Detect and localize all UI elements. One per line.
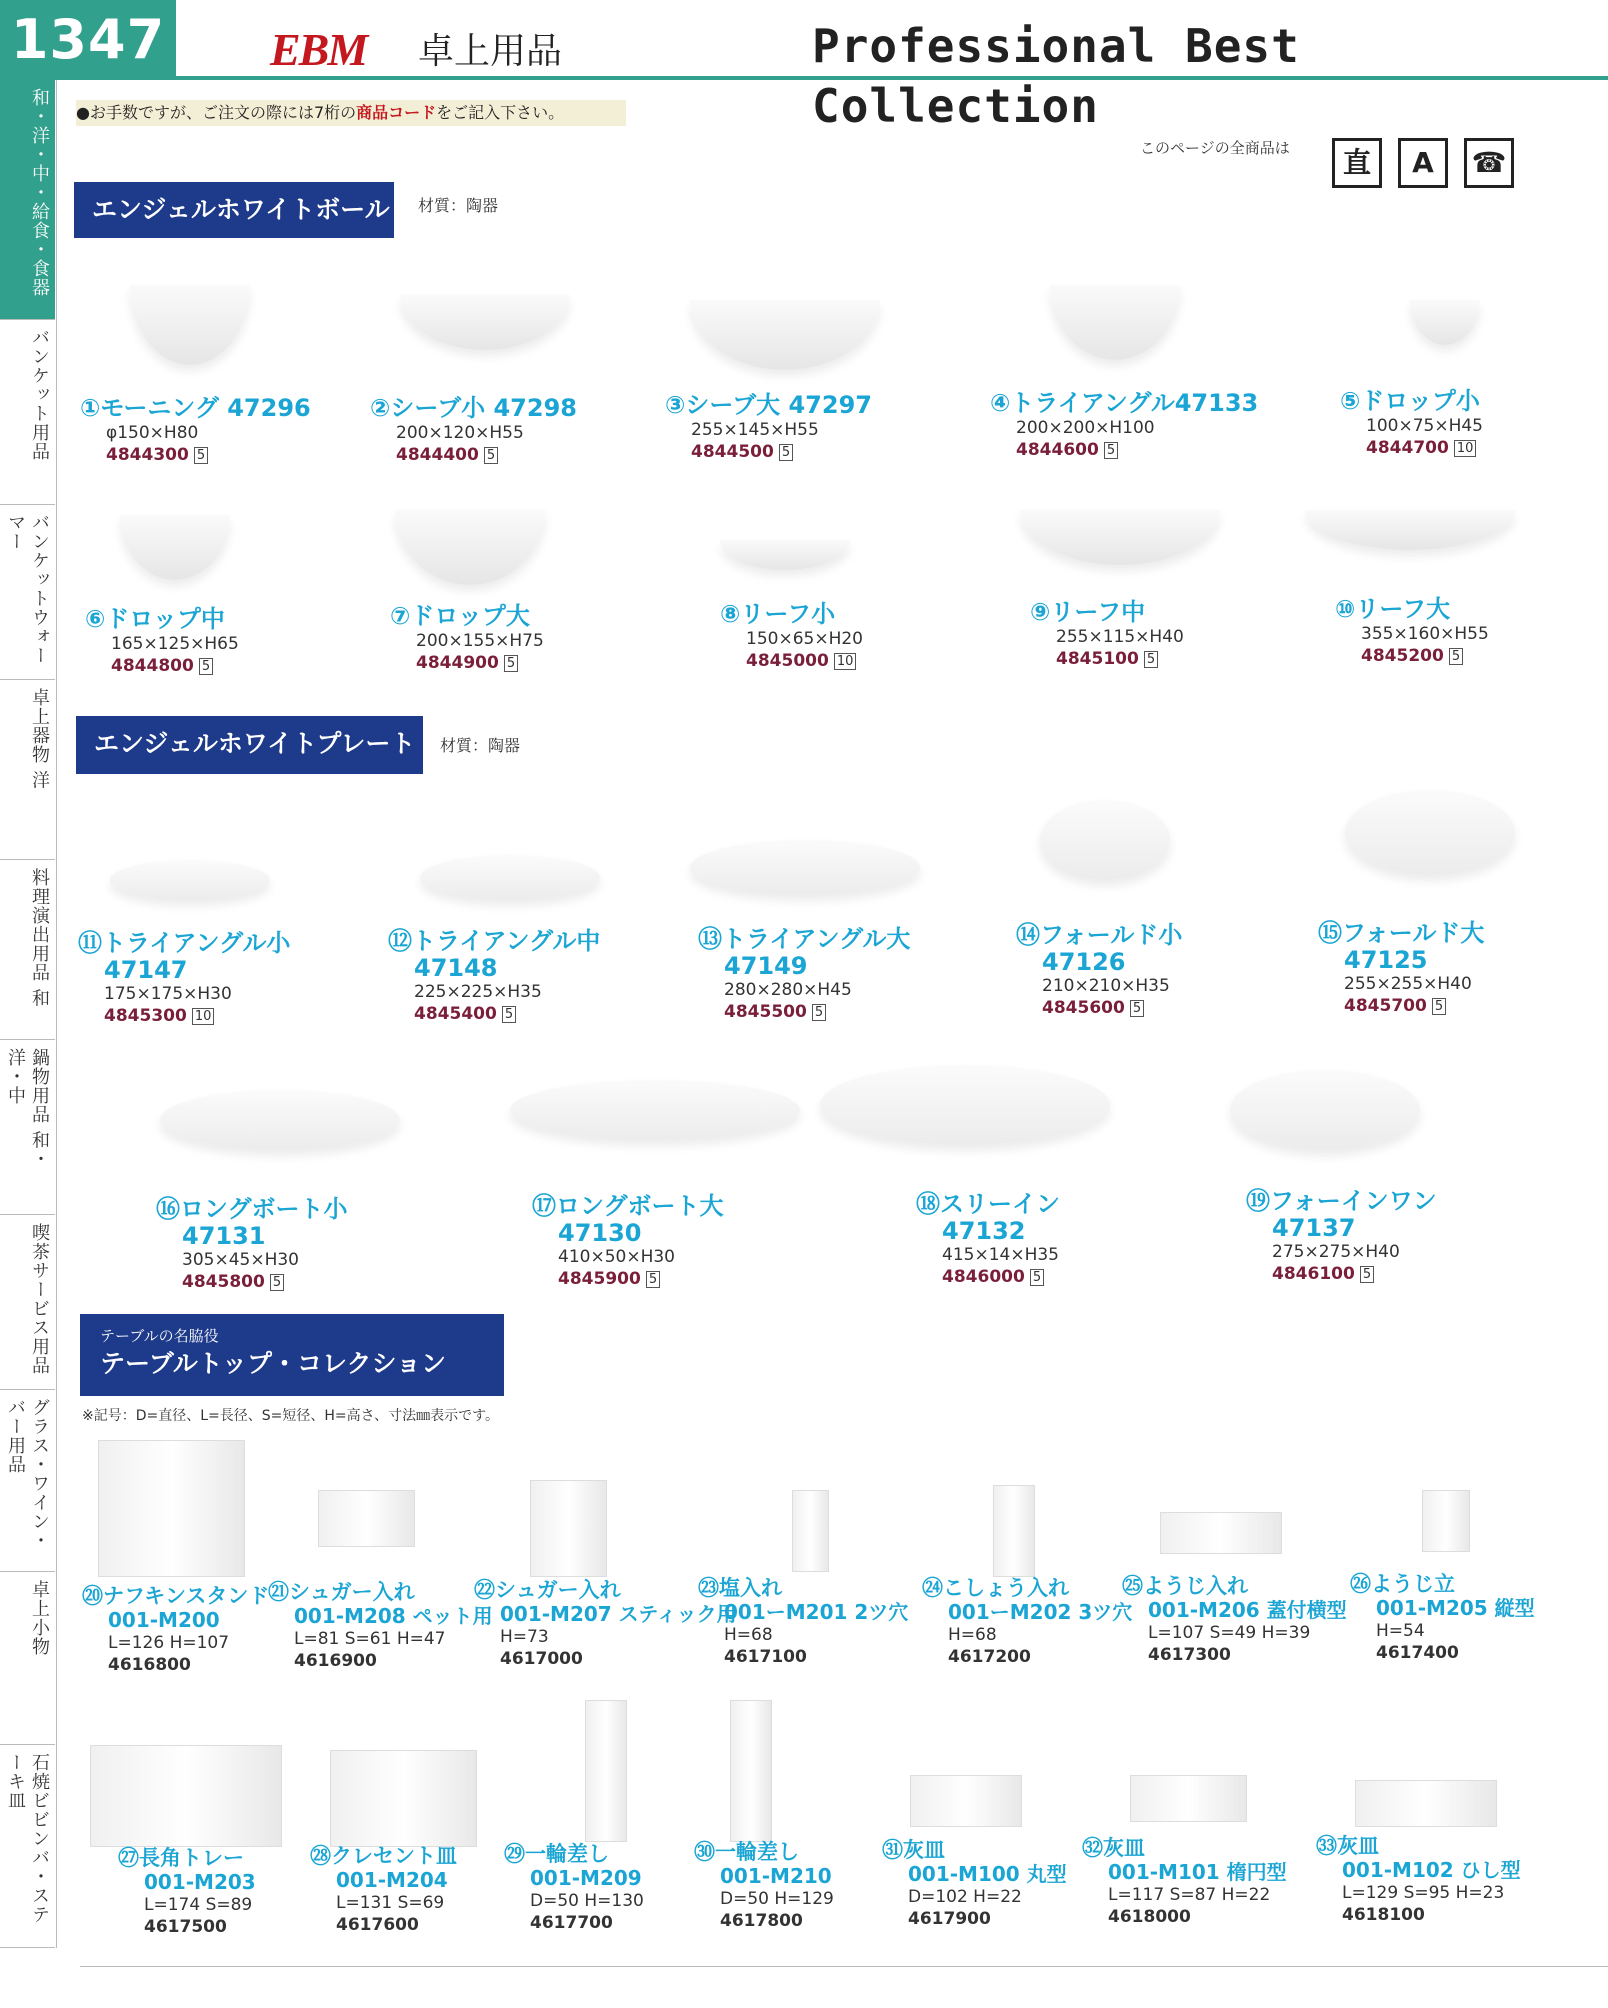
- sidebar-tab[interactable]: 石焼ビビンバ・ステーキ皿: [0, 1745, 55, 1948]
- product-item: [990, 390, 1270, 461]
- product-name: ㉓塩入れ: [698, 1576, 782, 1600]
- product-image: [120, 515, 230, 580]
- product-name: ㉑シュガー入れ: [268, 1580, 415, 1604]
- sidebar-tab[interactable]: 料理演出用品 和: [0, 860, 55, 1040]
- series-title: Professional Best Collection: [812, 19, 1300, 133]
- product-dimensions: 210×210×H35: [1042, 976, 1170, 996]
- product-image: [820, 1065, 1110, 1145]
- product-model: 001-M100 丸型: [908, 1862, 1067, 1886]
- product-image: [910, 1775, 1022, 1827]
- sidebar-tab[interactable]: 和・洋・中・給食・食器: [0, 80, 55, 320]
- product-code-value: 4846100: [1272, 1264, 1355, 1284]
- product-image: [993, 1485, 1035, 1577]
- product-name: ⑭フォールド小: [1016, 921, 1183, 949]
- notice-post: をご記入下さい。: [436, 103, 565, 122]
- pack-quantity-badge: 5: [1030, 1269, 1044, 1286]
- product-item: [1350, 1572, 1608, 1664]
- product-image: [730, 1700, 772, 1842]
- product-dimensions: L=107 S=49 H=39: [1148, 1623, 1311, 1643]
- product-model: 001-M208 ペット用: [294, 1604, 493, 1628]
- product-item: [1318, 920, 1598, 1017]
- product-code-value: 4845800: [182, 1272, 265, 1292]
- product-name: ㉛灰皿: [882, 1838, 945, 1862]
- product-code-value: 4844800: [111, 656, 194, 676]
- product-code: [1350, 1642, 1608, 1664]
- product-code-value: 4618100: [1342, 1905, 1425, 1925]
- product-name: ⑩リーフ大: [1335, 595, 1451, 623]
- tabletop-subtitle: テーブルの名脇役: [100, 1327, 219, 1345]
- product-model: 001-M200: [108, 1608, 220, 1632]
- product-item: [665, 392, 945, 463]
- pack-quantity-badge: 5: [199, 658, 213, 675]
- sidebar-tab[interactable]: バンケットウォーマー: [0, 505, 55, 680]
- product-dimensions: 415×14×H35: [942, 1245, 1059, 1265]
- product-model: 47130: [558, 1219, 642, 1247]
- product-dimensions: L=129 S=95 H=23: [1342, 1883, 1505, 1903]
- product-name: ⑲フォーインワン: [1246, 1187, 1437, 1215]
- product-item: [1335, 596, 1608, 667]
- product-name: ②シーブ小 47298: [370, 394, 577, 422]
- product-image: [318, 1490, 415, 1547]
- product-name: ④トライアングル47133: [990, 389, 1259, 417]
- product-name: ㉗長角トレー: [118, 1846, 244, 1870]
- product-code-value: 4617300: [1148, 1645, 1231, 1665]
- tabletop-title: テーブルトップ・コレクション: [100, 1349, 447, 1378]
- product-dimensions: φ150×H80: [106, 423, 199, 443]
- product-code-value: 4845500: [724, 1002, 807, 1022]
- product-dimensions: 200×155×H75: [416, 631, 544, 651]
- product-dimensions: 410×50×H30: [558, 1247, 675, 1267]
- product-code: [532, 1268, 812, 1290]
- product-name: ⑤ドロップ小: [1340, 387, 1480, 415]
- product-code: [390, 652, 670, 674]
- product-code-value: 4616800: [108, 1655, 191, 1675]
- product-model: 47132: [942, 1217, 1026, 1245]
- sidebar-tab[interactable]: バンケット用品: [0, 320, 55, 505]
- product-name: ⑧リーフ小: [720, 600, 836, 628]
- product-image: [160, 1090, 400, 1150]
- product-code: [1340, 437, 1608, 459]
- product-name: ㉖ようじ立: [1350, 1572, 1455, 1596]
- product-name: ㉕ようじ入れ: [1122, 1574, 1248, 1598]
- brand-logo: EBM: [270, 24, 367, 75]
- product-item: [720, 601, 1000, 672]
- product-dimensions: 280×280×H45: [724, 980, 852, 1000]
- product-item: [390, 603, 670, 674]
- product-image: [1345, 790, 1515, 875]
- product-image: [530, 1480, 607, 1577]
- category-title: 卓上用品: [418, 31, 563, 72]
- pack-quantity-badge: 10: [834, 653, 857, 670]
- product-code-value: 4844400: [396, 445, 479, 465]
- sidebar-tab[interactable]: 卓上器物 洋: [0, 680, 55, 860]
- product-code: [990, 439, 1270, 461]
- product-dimensions: D=102 H=22: [908, 1887, 1022, 1907]
- product-dimensions: D=50 H=130: [530, 1891, 644, 1911]
- product-code: [1335, 645, 1608, 667]
- product-code-value: 4617000: [500, 1649, 583, 1669]
- product-code: [698, 1001, 978, 1023]
- product-image: [1050, 285, 1180, 360]
- product-name: ⑬トライアングル大: [698, 925, 911, 953]
- product-item: [532, 1193, 812, 1290]
- product-item: [80, 395, 360, 466]
- pack-quantity-badge: 5: [1360, 1266, 1374, 1283]
- a-truck-icon: A: [1398, 138, 1448, 188]
- product-name: ⑱スリーイン: [916, 1190, 1060, 1218]
- product-dimensions: 255×115×H40: [1056, 627, 1184, 647]
- product-image: [510, 1080, 800, 1140]
- pack-quantity-badge: 10: [192, 1008, 215, 1025]
- product-image: [1130, 1775, 1247, 1822]
- product-code: [388, 1003, 668, 1025]
- product-image: [1422, 1490, 1470, 1552]
- product-code-value: 4617100: [724, 1647, 807, 1667]
- product-image: [1305, 510, 1515, 550]
- direct-ship-icon: 直: [1332, 138, 1382, 188]
- product-model: 001-M206 蓋付横型: [1148, 1598, 1347, 1622]
- product-code-value: 4616900: [294, 1651, 377, 1671]
- product-name: ⑫トライアングル中: [388, 927, 601, 955]
- bottom-rule: [80, 1966, 1608, 1967]
- pack-quantity-badge: 5: [270, 1274, 284, 1291]
- product-item: [1016, 922, 1296, 1019]
- product-model: 001-M203: [144, 1870, 256, 1894]
- product-model: 47149: [724, 952, 808, 980]
- notice-pre: ●お手数ですが、ご注文の際には7桁の: [76, 103, 357, 122]
- product-dimensions: H=73: [500, 1627, 549, 1647]
- product-code: [1030, 648, 1310, 670]
- product-code-value: 4617800: [720, 1911, 803, 1931]
- product-dimensions: H=54: [1376, 1621, 1425, 1641]
- product-model: 001-M209: [530, 1866, 642, 1890]
- product-code: [80, 444, 360, 466]
- product-model: 001ーM201 2ツ穴: [724, 1600, 909, 1624]
- product-name: ㉝灰皿: [1316, 1834, 1379, 1858]
- product-code: [916, 1266, 1196, 1288]
- product-image: [1355, 1780, 1497, 1827]
- dimension-note: ※記号：D=直径、L=長径、S=短径、H=高さ、寸法㎜表示です。: [82, 1408, 499, 1424]
- sidebar-tab[interactable]: 喫茶サービス用品: [0, 1215, 55, 1390]
- product-code-value: 4845600: [1042, 998, 1125, 1018]
- product-item: [388, 928, 668, 1025]
- product-model: 001-M205 縦型: [1376, 1596, 1535, 1620]
- product-dimensions: 305×45×H30: [182, 1250, 299, 1270]
- product-name: ①モーニング 47296: [80, 394, 311, 422]
- product-name: ⑦ドロップ大: [390, 602, 530, 630]
- product-image: [130, 285, 250, 365]
- product-code: [370, 444, 650, 466]
- all-items-label: このページの全商品は: [1140, 139, 1290, 157]
- product-name: ㉔こしょう入れ: [922, 1576, 1069, 1600]
- product-image: [720, 540, 850, 570]
- product-code: [1246, 1263, 1526, 1285]
- product-code: [665, 441, 945, 463]
- product-dimensions: 355×160×H55: [1361, 624, 1489, 644]
- product-name: ⑯ロングボート小: [156, 1195, 348, 1223]
- pack-quantity-badge: 5: [504, 655, 518, 672]
- pack-quantity-badge: 5: [1104, 442, 1118, 459]
- product-code-value: 4844900: [416, 653, 499, 673]
- product-image: [1410, 300, 1480, 345]
- product-dimensions: 275×275×H40: [1272, 1242, 1400, 1262]
- product-dimensions: L=126 H=107: [108, 1633, 230, 1653]
- product-dimensions: 200×120×H55: [396, 423, 524, 443]
- pack-quantity-badge: 5: [194, 447, 208, 464]
- product-image: [1230, 1070, 1420, 1150]
- product-dimensions: L=174 S=89: [144, 1895, 253, 1915]
- product-model: 001-M204: [336, 1868, 448, 1892]
- product-code-value: 4844300: [106, 445, 189, 465]
- pack-quantity-badge: 5: [484, 447, 498, 464]
- pack-quantity-badge: 10: [1454, 440, 1477, 457]
- product-image: [585, 1700, 627, 1842]
- product-code-value: 4617500: [144, 1917, 227, 1937]
- product-name: ⑰ロングボート大: [532, 1192, 724, 1220]
- pack-quantity-badge: 5: [1130, 1000, 1144, 1017]
- product-image: [792, 1490, 829, 1572]
- product-name: ⑮フォールド大: [1318, 919, 1485, 947]
- product-model: 47131: [182, 1222, 266, 1250]
- product-name: ⑪トライアングル小: [78, 929, 291, 957]
- product-model: 47137: [1272, 1214, 1356, 1242]
- product-code: [1318, 995, 1598, 1017]
- notice-highlight: 商品コード: [356, 103, 437, 122]
- product-image: [690, 840, 920, 895]
- product-image: [690, 300, 880, 370]
- product-code-value: 4844600: [1016, 440, 1099, 460]
- product-image: [98, 1440, 245, 1577]
- product-code: [78, 1005, 358, 1027]
- product-code-value: 4845100: [1056, 649, 1139, 669]
- product-item: [698, 926, 978, 1023]
- product-code: [156, 1271, 436, 1293]
- product-image: [395, 510, 545, 585]
- pack-quantity-badge: 5: [1449, 648, 1463, 665]
- page-number: 1347: [0, 0, 176, 80]
- product-item: [156, 1196, 436, 1293]
- product-image: [400, 295, 570, 350]
- product-name: ㉒シュガー入れ: [474, 1578, 621, 1602]
- pack-quantity-badge: 5: [502, 1006, 516, 1023]
- product-code-value: 4845000: [746, 651, 829, 671]
- product-code: [1016, 997, 1296, 1019]
- product-name: ⑥ドロップ中: [85, 605, 225, 633]
- product-item: [78, 930, 358, 1027]
- product-dimensions: 200×200×H100: [1016, 418, 1155, 438]
- section-title-plate: エンジェルホワイトプレート: [76, 716, 423, 774]
- material-bowl: 材質：陶器: [418, 196, 499, 215]
- product-name: ㉜灰皿: [1082, 1836, 1145, 1860]
- product-code-value: 4844500: [691, 442, 774, 462]
- product-item: [1316, 1834, 1596, 1926]
- product-dimensions: 225×225×H35: [414, 982, 542, 1002]
- product-name: ⑨リーフ中: [1030, 598, 1146, 626]
- product-item: [370, 395, 650, 466]
- product-dimensions: 175×175×H30: [104, 984, 232, 1004]
- sidebar-tab[interactable]: 鍋物用品 和・洋・中: [0, 1040, 55, 1215]
- product-code: [1316, 1904, 1596, 1926]
- product-image: [330, 1750, 477, 1847]
- product-code: [85, 655, 365, 677]
- product-dimensions: 150×65×H20: [746, 629, 863, 649]
- product-model: 47147: [104, 956, 188, 984]
- product-name: ㉙一輪差し: [504, 1842, 609, 1866]
- pack-quantity-badge: 5: [779, 444, 793, 461]
- product-model: 001-M207 スティック用: [500, 1602, 737, 1626]
- product-item: [1246, 1188, 1526, 1285]
- product-code-value: 4617400: [1376, 1643, 1459, 1663]
- section-title-tabletop: [80, 1314, 504, 1396]
- product-code-value: 4618000: [1108, 1907, 1191, 1927]
- product-dimensions: L=131 S=69: [336, 1893, 445, 1913]
- product-image: [1160, 1512, 1282, 1554]
- product-image: [1040, 800, 1170, 880]
- product-dimensions: 165×125×H65: [111, 634, 239, 654]
- product-name: ㉚一輪差し: [694, 1840, 799, 1864]
- product-dimensions: D=50 H=129: [720, 1889, 834, 1909]
- product-dimensions: H=68: [948, 1625, 997, 1645]
- sidebar-tab[interactable]: 卓上小物: [0, 1572, 55, 1745]
- product-name: ⑳ナフキンスタンド: [82, 1584, 270, 1608]
- product-image: [1020, 510, 1220, 565]
- product-model: 47148: [414, 954, 498, 982]
- product-image: [110, 860, 270, 900]
- product-item: [1340, 388, 1608, 459]
- product-item: [1030, 599, 1310, 670]
- product-code: [720, 650, 1000, 672]
- product-code-value: 4617700: [530, 1913, 613, 1933]
- product-dimensions: 255×145×H55: [691, 420, 819, 440]
- product-code-value: 4617900: [908, 1909, 991, 1929]
- product-code-value: 4845900: [558, 1269, 641, 1289]
- phone-order-icon: ☎: [1464, 138, 1514, 188]
- order-notice: [76, 100, 626, 126]
- product-model: 47126: [1042, 948, 1126, 976]
- material-plate: 材質：陶器: [440, 736, 521, 755]
- product-code-value: 4845200: [1361, 646, 1444, 666]
- product-model: 001-M101 楕円型: [1108, 1860, 1287, 1884]
- section-title-bowl: エンジェルホワイトボール: [74, 182, 394, 238]
- product-dimensions: 100×75×H45: [1366, 416, 1483, 436]
- product-item: [85, 606, 365, 677]
- product-name: ③シーブ大 47297: [665, 391, 872, 419]
- pack-quantity-badge: 5: [812, 1004, 826, 1021]
- product-model: 001-M102 ひし型: [1342, 1858, 1521, 1882]
- product-code-value: 4844700: [1366, 438, 1449, 458]
- product-dimensions: L=81 S=61 H=47: [294, 1629, 446, 1649]
- product-model: 47125: [1344, 946, 1428, 974]
- product-dimensions: L=117 S=87 H=22: [1108, 1885, 1271, 1905]
- product-image: [90, 1745, 282, 1847]
- product-item: [916, 1191, 1196, 1288]
- pack-quantity-badge: 5: [1432, 998, 1446, 1015]
- product-name: ㉘クレセント皿: [310, 1844, 457, 1868]
- product-dimensions: 255×255×H40: [1344, 974, 1472, 994]
- sidebar-tab[interactable]: グラス・ワイン・バー用品: [0, 1390, 55, 1572]
- product-model: 001ーM202 3ツ穴: [948, 1600, 1133, 1624]
- product-code-value: 4845300: [104, 1006, 187, 1026]
- product-code-value: 4617600: [336, 1915, 419, 1935]
- product-model: 001-M210: [720, 1864, 832, 1888]
- product-code-value: 4846000: [942, 1267, 1025, 1287]
- product-code-value: 4845700: [1344, 996, 1427, 1016]
- pack-quantity-badge: 5: [646, 1271, 660, 1288]
- product-dimensions: H=68: [724, 1625, 773, 1645]
- pack-quantity-badge: 5: [1144, 651, 1158, 668]
- product-image: [420, 855, 600, 900]
- product-code-value: 4617200: [948, 1647, 1031, 1667]
- product-code-value: 4845400: [414, 1004, 497, 1024]
